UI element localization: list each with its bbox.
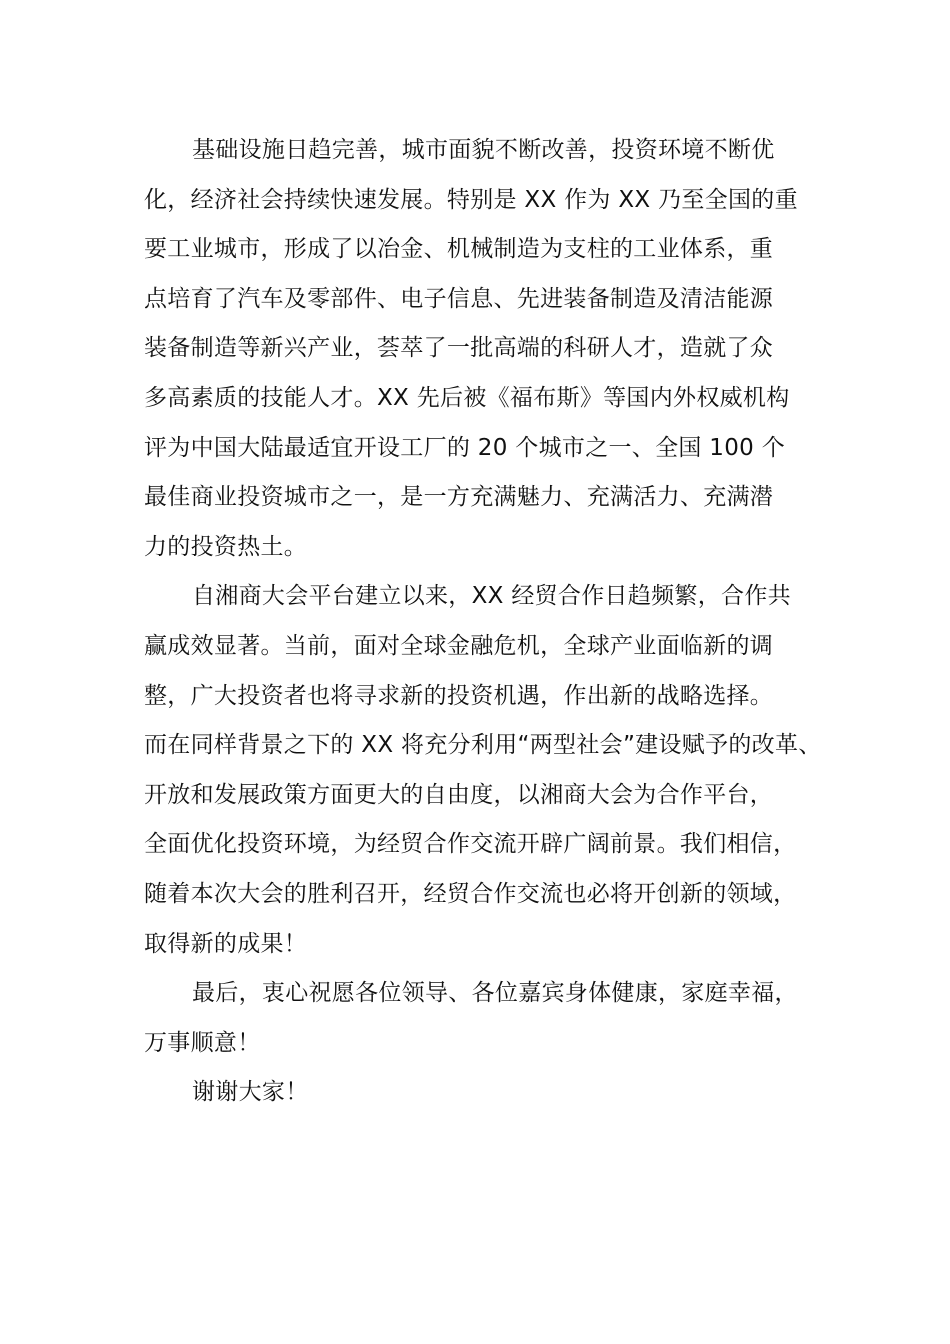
text-line: 谢谢大家！ <box>192 1079 309 1106</box>
text-line: 取得新的成果！ <box>144 930 308 957</box>
text-line: 最佳商业投资城市之一，是一方充满魅力、充满活力、充满潜 <box>144 484 774 511</box>
paragraph-thanks <box>144 1068 834 1118</box>
text-line: 开放和发展政策方面更大的自由度，以湘商大会为合作平台， <box>144 781 774 808</box>
text-line: 化，经济社会持续快速发展。特别是 XX 作为 XX 乃至全国的重 <box>144 186 798 213</box>
paragraph-cooperation <box>144 572 834 969</box>
text-line: 多高素质的技能人才。XX 先后被《福布斯》等国内外权威机构 <box>144 384 790 411</box>
text-line: 自湘商大会平台建立以来，XX 经贸合作日趋频繁，合作共 <box>192 583 791 610</box>
text-line: 评为中国大陆最适宜开设工厂的 20 个城市之一、全国 100 个 <box>144 434 786 461</box>
text-line: 基础设施日趋完善，城市面貌不断改善，投资环境不断优 <box>192 137 775 163</box>
text-line: 装备制造等新兴产业，荟萃了一批高端的科研人才，造就了众 <box>144 335 774 362</box>
text-line: 点培育了汽车及零部件、电子信息、先进装备制造及清洁能源 <box>144 285 774 312</box>
text-line: 力的投资热土。 <box>144 533 308 560</box>
text-line: 而在同样背景之下的 XX 将充分利用“两型社会”建设赋予的改革、 <box>144 732 822 759</box>
text-line: 赢成效显著。当前，面对全球金融危机，全球产业面临新的调 <box>144 632 774 659</box>
paragraph-infrastructure <box>144 126 834 572</box>
text-line: 万事顺意！ <box>144 1029 261 1056</box>
text-line: 最后，衷心祝愿各位领导、各位嘉宾身体健康，家庭幸福， <box>192 980 798 1007</box>
text-line: 要工业城市，形成了以冶金、机械制造为支柱的工业体系，重 <box>144 236 774 263</box>
text-line: 全面优化投资环境，为经贸合作交流开辟广阔前景。我们相信， <box>144 831 797 858</box>
document-body <box>144 126 834 1118</box>
text-line: 随着本次大会的胜利召开，经贸合作交流也必将开创新的领域， <box>144 880 797 907</box>
paragraph-wishes <box>144 969 834 1068</box>
text-line: 整，广大投资者也将寻求新的投资机遇，作出新的战略选择。 <box>144 682 774 709</box>
